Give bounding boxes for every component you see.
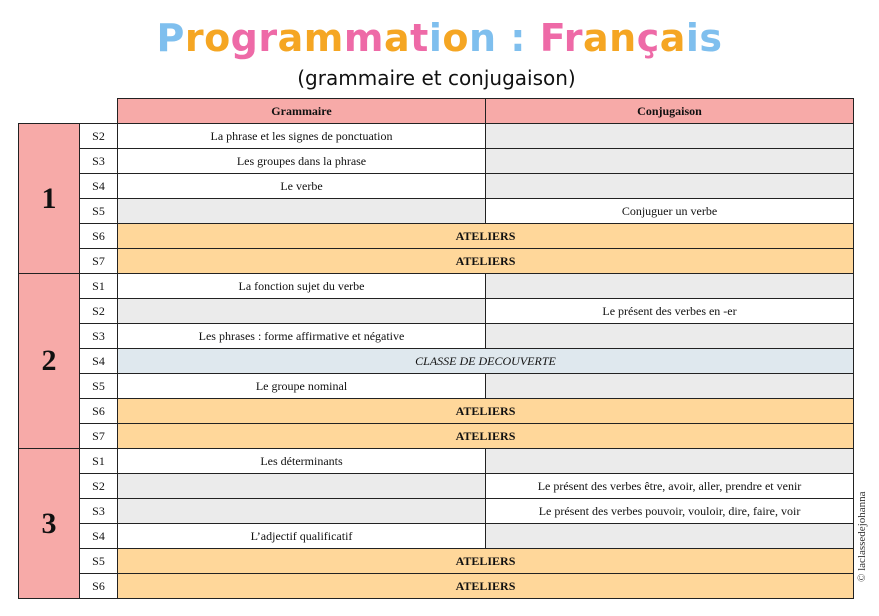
conjugaison-cell: Le présent des verbes être, avoir, aller, prendre et venir [486, 474, 854, 499]
conjugaison-cell [486, 449, 854, 474]
table-row [19, 549, 854, 574]
credit-text: © laclassedejohanna [856, 491, 868, 582]
week-label: S4 [80, 349, 118, 374]
table-row [19, 424, 854, 449]
table-row [19, 324, 854, 349]
period-label: 1 [19, 124, 80, 274]
table-row [19, 449, 854, 474]
week-label: S5 [80, 199, 118, 224]
grammaire-cell: L’adjectif qualificatif [118, 524, 486, 549]
week-label: S6 [80, 399, 118, 424]
conjugaison-cell [486, 124, 854, 149]
week-label: S4 [80, 174, 118, 199]
empty-corner [19, 99, 80, 124]
grammaire-cell [118, 299, 486, 324]
table-row [19, 224, 854, 249]
empty-corner [80, 99, 118, 124]
header-grammaire: Grammaire [118, 99, 486, 124]
title-letter: i [428, 16, 443, 60]
conjugaison-cell [486, 149, 854, 174]
conjugaison-cell [486, 524, 854, 549]
week-label: S4 [80, 524, 118, 549]
title-letter: g [230, 16, 259, 60]
title-letter [497, 16, 511, 60]
title-letter: a [582, 16, 610, 60]
conjugaison-cell [486, 374, 854, 399]
conjugaison-cell: Le présent des verbes pouvoir, vouloir, dire, faire, voir [486, 499, 854, 524]
table-row [19, 174, 854, 199]
table-row [19, 349, 854, 374]
conjugaison-cell [486, 174, 854, 199]
header-row [19, 99, 854, 124]
classe-decouverte-cell: CLASSE DE DECOUVERTE [118, 349, 854, 374]
ateliers-cell: ATELIERS [118, 549, 854, 574]
week-label: S1 [80, 449, 118, 474]
grammaire-cell: La phrase et les signes de ponctuation [118, 124, 486, 149]
title-letter: o [204, 16, 231, 60]
week-label: S3 [80, 149, 118, 174]
title-letter: t [410, 16, 429, 60]
week-label: S2 [80, 124, 118, 149]
week-label: S1 [80, 274, 118, 299]
ateliers-cell: ATELIERS [118, 399, 854, 424]
title-letter: i [685, 16, 700, 60]
grammaire-cell: Les phrases : forme affirmative et négative [118, 324, 486, 349]
conjugaison-cell: Le présent des verbes en -er [486, 299, 854, 324]
page-subtitle: (grammaire et conjugaison) [297, 66, 576, 90]
title-letter: ç [636, 16, 660, 60]
week-label: S5 [80, 549, 118, 574]
title-letter: a [277, 16, 304, 60]
grammaire-cell: Le groupe nominal [118, 374, 486, 399]
grammaire-cell: Les déterminants [118, 449, 486, 474]
ateliers-cell: ATELIERS [118, 224, 854, 249]
table-row [19, 249, 854, 274]
table-row [19, 524, 854, 549]
table-row [19, 499, 854, 524]
grammaire-cell: Le verbe [118, 174, 486, 199]
title-letter: n [609, 16, 637, 60]
week-label: S7 [80, 424, 118, 449]
week-label: S2 [80, 474, 118, 499]
table-row [19, 474, 854, 499]
title-letter: : [510, 16, 526, 60]
title-letter: a [384, 16, 411, 60]
grammaire-cell [118, 474, 486, 499]
grammaire-cell [118, 199, 486, 224]
grammaire-cell [118, 499, 486, 524]
period-label: 3 [19, 449, 80, 599]
table-row [19, 124, 854, 149]
title-letter: r [563, 16, 583, 60]
week-label: S6 [80, 224, 118, 249]
title-letter [526, 16, 540, 60]
grammaire-cell: Les groupes dans la phrase [118, 149, 486, 174]
table-row [19, 574, 854, 599]
page-title [0, 14, 879, 62]
table-row [19, 199, 854, 224]
week-label: S7 [80, 249, 118, 274]
period-label: 2 [19, 274, 80, 449]
title-letter: o [442, 16, 469, 60]
title-letter: s [699, 16, 723, 60]
ateliers-cell: ATELIERS [118, 249, 854, 274]
programmation-table [18, 98, 854, 599]
ateliers-cell: ATELIERS [118, 424, 854, 449]
grammaire-cell: La fonction sujet du verbe [118, 274, 486, 299]
week-label: S5 [80, 374, 118, 399]
title-letter: m [303, 16, 344, 60]
header-conjugaison: Conjugaison [486, 99, 854, 124]
conjugaison-cell [486, 274, 854, 299]
week-label: S3 [80, 324, 118, 349]
conjugaison-cell [486, 324, 854, 349]
table-row [19, 374, 854, 399]
table-row [19, 399, 854, 424]
title-letter: a [659, 16, 686, 60]
title-letter: r [258, 16, 278, 60]
conjugaison-cell: Conjuguer un verbe [486, 199, 854, 224]
title-letter: n [468, 16, 497, 60]
ateliers-cell: ATELIERS [118, 574, 854, 599]
week-label: S3 [80, 499, 118, 524]
title-letter: m [343, 16, 384, 60]
title-letter: P [156, 16, 185, 60]
week-label: S6 [80, 574, 118, 599]
table-row [19, 274, 854, 299]
table-row [19, 299, 854, 324]
week-label: S2 [80, 299, 118, 324]
title-letter: F [539, 16, 564, 60]
table-row [19, 149, 854, 174]
title-letter: r [184, 16, 205, 60]
